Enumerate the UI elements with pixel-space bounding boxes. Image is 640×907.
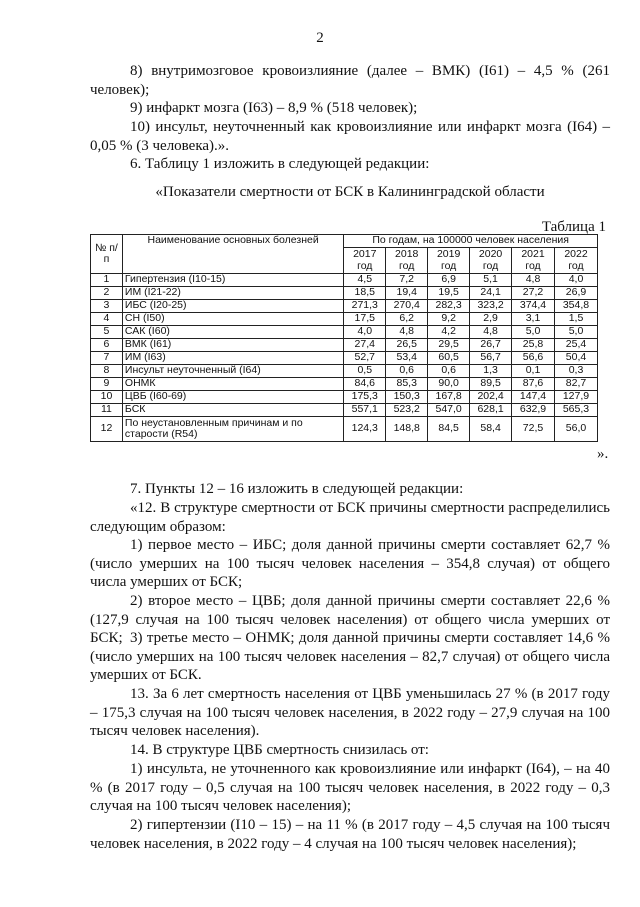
row-number: 6 [91,339,123,352]
row-number: 2 [91,287,123,300]
row-number: 3 [91,300,123,313]
mortality-table [90,234,598,442]
row-disease-name: САК (I60) [122,326,343,339]
row-value-cell: 354,8 [554,300,597,313]
row-value-cell: 175,3 [344,391,386,404]
paragraph-item-14-2: 2) гипертензии (I10 – 15) – на 11 % (в 2017 году – 4,5 случая на 100 тысяч человек населения, в 2022 году – 4 случая на 100 тысяч человек населения); [90,817,610,852]
row-value-cell: 56,0 [554,417,597,442]
row-value-cell: 4,8 [512,274,555,287]
row-value-cell: 26,5 [386,339,428,352]
paragraph-item-10: 10) инсульт, неуточненный как кровоизлияние или инфаркт мозга (I64) – 0,05 % (3 человека).». [90,119,610,154]
row-value-cell: 25,4 [554,339,597,352]
table-row [91,274,598,287]
row-value-cell: 89,5 [470,378,512,391]
table-title: «Показатели смертности от БСК в Калининградской области [155,184,545,200]
paragraph-item-14-1: 1) инсульта, не уточненного как кровоизлияние или инфаркт (I64), – на 40 % (в 2017 году – 0,5 случая на 100 тысяч человек населения, в 2022 году – 0,3 случая на 100 тысяч человек населения); [90,761,610,815]
row-value-cell: 271,3 [344,300,386,313]
row-value-cell: 27,4 [344,339,386,352]
header-year: 2021 год [512,248,555,274]
paragraph-point-6: 6. Таблицу 1 изложить в следующей редакции: [130,156,430,172]
row-value-cell: 2,9 [470,313,512,326]
row-value-cell: 374,4 [512,300,555,313]
row-number: 9 [91,378,123,391]
row-value-cell: 0,6 [428,365,470,378]
row-value-cell: 29,5 [428,339,470,352]
row-value-cell: 19,4 [386,287,428,300]
row-number: 7 [91,352,123,365]
row-value-cell: 6,2 [386,313,428,326]
row-value-cell: 9,2 [428,313,470,326]
paragraph-item-8: 8) внутримозговое кровоизлияние (далее – ВМК) (I61) – 4,5 % (261 человек); [90,63,610,98]
row-value-cell: 282,3 [428,300,470,313]
row-disease-name: По неустановленным причинам и по старости (R54) [122,417,343,442]
paragraph-item-14: 14. В структуре ЦВБ смертность снизилась от: [130,742,429,758]
paragraph-point-7: 7. Пункты 12 – 16 изложить в следующей редакции: [130,481,464,497]
row-number: 12 [91,417,123,442]
row-disease-name: ИМ (I63) [122,352,343,365]
row-value-cell: 56,7 [470,352,512,365]
paragraph-item-13: 13. За 6 лет смертность населения от ЦВБ уменьшилась 27 % (в 2017 году – 175,3 случая на 100 тысяч человек населения, в 2022 году – 27,9 случая на 100 тысяч человек населения). [90,686,610,740]
row-value-cell: 3,1 [512,313,555,326]
row-value-cell: 5,0 [512,326,555,339]
row-value-cell: 523,2 [386,404,428,417]
header-year: 2022 год [554,248,597,274]
row-disease-name: СН (I50) [122,313,343,326]
row-value-cell: 6,9 [428,274,470,287]
row-disease-name: Инсульт неуточненный (I64) [122,365,343,378]
row-number: 5 [91,326,123,339]
table-row [91,404,598,417]
row-number: 10 [91,391,123,404]
row-value-cell: 87,6 [512,378,555,391]
row-value-cell: 84,5 [428,417,470,442]
header-year: 2019 год [428,248,470,274]
table-closing-mark: ». [597,446,609,462]
row-value-cell: 4,5 [344,274,386,287]
row-value-cell: 4,8 [386,326,428,339]
table-row [91,326,598,339]
row-value-cell: 60,5 [428,352,470,365]
table-row [91,378,598,391]
row-value-cell: 323,2 [470,300,512,313]
row-value-cell: 7,2 [386,274,428,287]
header-num: № п/п [91,235,123,274]
row-number: 11 [91,404,123,417]
row-value-cell: 565,3 [554,404,597,417]
row-value-cell: 5,0 [554,326,597,339]
row-value-cell: 52,7 [344,352,386,365]
paragraph-second-place: 2) второе место – ЦВБ; доля данной причины смерти составляет 22,6 % (127,9 случая на 100 тысяч человек населения) от общего числа умерших от БСК; [90,593,610,647]
table-row [91,391,598,404]
row-value-cell: 124,3 [344,417,386,442]
row-value-cell: 85,3 [386,378,428,391]
table-row [91,417,598,442]
row-value-cell: 557,1 [344,404,386,417]
row-disease-name: ЦВБ (I60-69) [122,391,343,404]
paragraph-third-place: 3) третье место – ОНМК; доля данной причины смерти составляет 14,6 % (число умерших на 100 тысяч человек населения – 82,7 случая) от общего числа умерших от БСК. [90,630,610,684]
table-header-row [91,235,598,248]
row-value-cell: 4,0 [344,326,386,339]
table-row [91,339,598,352]
row-value-cell: 26,7 [470,339,512,352]
row-disease-name: Гипертензия (I10-15) [122,274,343,287]
paragraph-first-place: 1) первое место – ИБС; доля данной причины смерти составляет 62,7 % (число умерших на 100 тысяч человек населения – 354,8 случая) от общего числа умерших от БСК; [90,537,610,591]
table-row [91,365,598,378]
row-value-cell: 27,2 [512,287,555,300]
row-number: 1 [91,274,123,287]
row-value-cell: 0,1 [512,365,555,378]
row-value-cell: 1,5 [554,313,597,326]
row-disease-name: ВМК (I61) [122,339,343,352]
row-value-cell: 147,4 [512,391,555,404]
row-value-cell: 4,2 [428,326,470,339]
row-value-cell: 25,8 [512,339,555,352]
row-value-cell: 0,5 [344,365,386,378]
table-caption: Таблица 1 [541,219,606,235]
row-value-cell: 84,6 [344,378,386,391]
row-value-cell: 632,9 [512,404,555,417]
row-value-cell: 127,9 [554,391,597,404]
table-row [91,352,598,365]
row-value-cell: 148,8 [386,417,428,442]
header-year: 2020 год [470,248,512,274]
row-value-cell: 17,5 [344,313,386,326]
row-value-cell: 202,4 [470,391,512,404]
table-row [91,287,598,300]
row-value-cell: 150,3 [386,391,428,404]
row-value-cell: 90,0 [428,378,470,391]
row-number: 4 [91,313,123,326]
row-value-cell: 19,5 [428,287,470,300]
row-value-cell: 72,5 [512,417,555,442]
paragraph-item-12: «12. В структуре смертности от БСК причины смертности распределились следующим образом: [90,500,610,535]
row-value-cell: 4,8 [470,326,512,339]
row-value-cell: 58,4 [470,417,512,442]
row-value-cell: 1,3 [470,365,512,378]
row-value-cell: 0,3 [554,365,597,378]
row-disease-name: ИБС (I20-25) [122,300,343,313]
page-number: 2 [316,30,324,46]
row-value-cell: 547,0 [428,404,470,417]
row-disease-name: БСК [122,404,343,417]
row-value-cell: 167,8 [428,391,470,404]
row-disease-name: ОНМК [122,378,343,391]
row-value-cell: 82,7 [554,378,597,391]
header-years-group: По годам, на 100000 человек населения [344,235,598,248]
header-year: 2018 год [386,248,428,274]
row-value-cell: 50,4 [554,352,597,365]
header-disease-name: Наименование основных болезней [122,235,343,274]
paragraph-item-9: 9) инфаркт мозга (I63) – 8,9 % (518 человек); [130,100,418,116]
row-value-cell: 56,6 [512,352,555,365]
row-value-cell: 26,9 [554,287,597,300]
row-number: 8 [91,365,123,378]
row-value-cell: 53,4 [386,352,428,365]
row-value-cell: 270,4 [386,300,428,313]
row-value-cell: 0,6 [386,365,428,378]
row-disease-name: ИМ (I21-22) [122,287,343,300]
table-body [91,274,598,442]
row-value-cell: 628,1 [470,404,512,417]
table-row [91,300,598,313]
row-value-cell: 5,1 [470,274,512,287]
row-value-cell: 4,0 [554,274,597,287]
table-row [91,313,598,326]
header-year: 2017 год [344,248,386,274]
row-value-cell: 24,1 [470,287,512,300]
row-value-cell: 18,5 [344,287,386,300]
